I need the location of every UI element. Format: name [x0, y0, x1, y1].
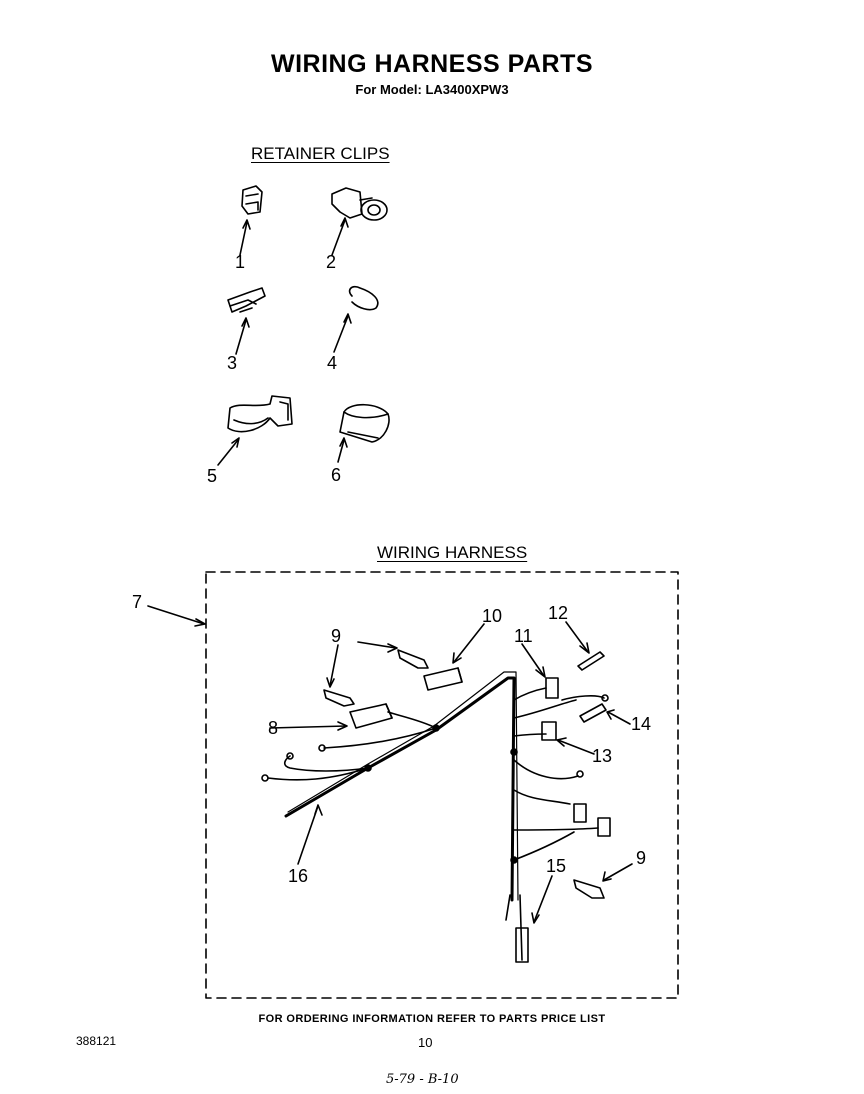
connector-11-drawing: [546, 678, 558, 698]
callout-14: 14: [631, 714, 652, 734]
retainer-clip-6-drawing: [338, 405, 389, 462]
callout-5: 5: [207, 466, 218, 486]
callout-15: 15: [546, 856, 567, 876]
wiring-harness-box: [206, 572, 678, 998]
plug-connectors-drawing: [574, 804, 610, 836]
callout-9-lower: 9: [636, 848, 647, 868]
terminal-12-drawing: [578, 652, 604, 670]
terminal-9-upper-drawing: [324, 650, 428, 706]
callout-8: 8: [268, 718, 279, 738]
callout-9-upper: 9: [331, 626, 342, 646]
wiring-harness-heading: WIRING HARNESS: [377, 543, 528, 562]
retainer-clip-3-drawing: [228, 288, 265, 354]
callout-12: 12: [548, 603, 569, 623]
page-number: 10: [418, 1035, 433, 1050]
handwritten-note: 5-79 - B-10: [386, 1072, 459, 1087]
callout-6: 6: [331, 465, 342, 485]
page-title: WIRING HARNESS PARTS: [270, 50, 594, 78]
ordering-note: FOR ORDERING INFORMATION REFER TO PARTS PRICE LIST: [258, 1013, 606, 1025]
callout-7: 7: [132, 592, 143, 612]
callout-10: 10: [482, 606, 503, 626]
retainer-clip-1-drawing: [240, 186, 262, 255]
callout-2: 2: [326, 252, 337, 272]
retainer-clips-heading: RETAINER CLIPS: [251, 144, 390, 163]
document-number: 388121: [76, 1034, 117, 1048]
callout-11: 11: [514, 626, 533, 646]
callout-3: 3: [227, 353, 238, 373]
callout-13: 13: [592, 746, 613, 766]
terminal-9-lower-drawing: [574, 880, 604, 898]
connector-10-drawing: [424, 668, 462, 690]
connector-13-drawing: [542, 722, 556, 740]
connector-8-drawing: [350, 704, 392, 728]
callout-7-arrow: [148, 606, 204, 624]
model-subtitle: For Model: LA3400XPW3: [355, 82, 509, 97]
callout-4: 4: [327, 353, 338, 373]
callout-16: 16: [288, 866, 309, 886]
retainer-clip-4-drawing: [334, 287, 378, 352]
terminal-14-drawing: [580, 704, 606, 722]
harness-branch-wires: [262, 688, 608, 860]
retainer-clip-5-drawing: [218, 396, 292, 465]
callout-1: 1: [235, 252, 246, 272]
retainer-clip-2-drawing: [332, 188, 387, 255]
harness-trunk: [286, 672, 528, 962]
